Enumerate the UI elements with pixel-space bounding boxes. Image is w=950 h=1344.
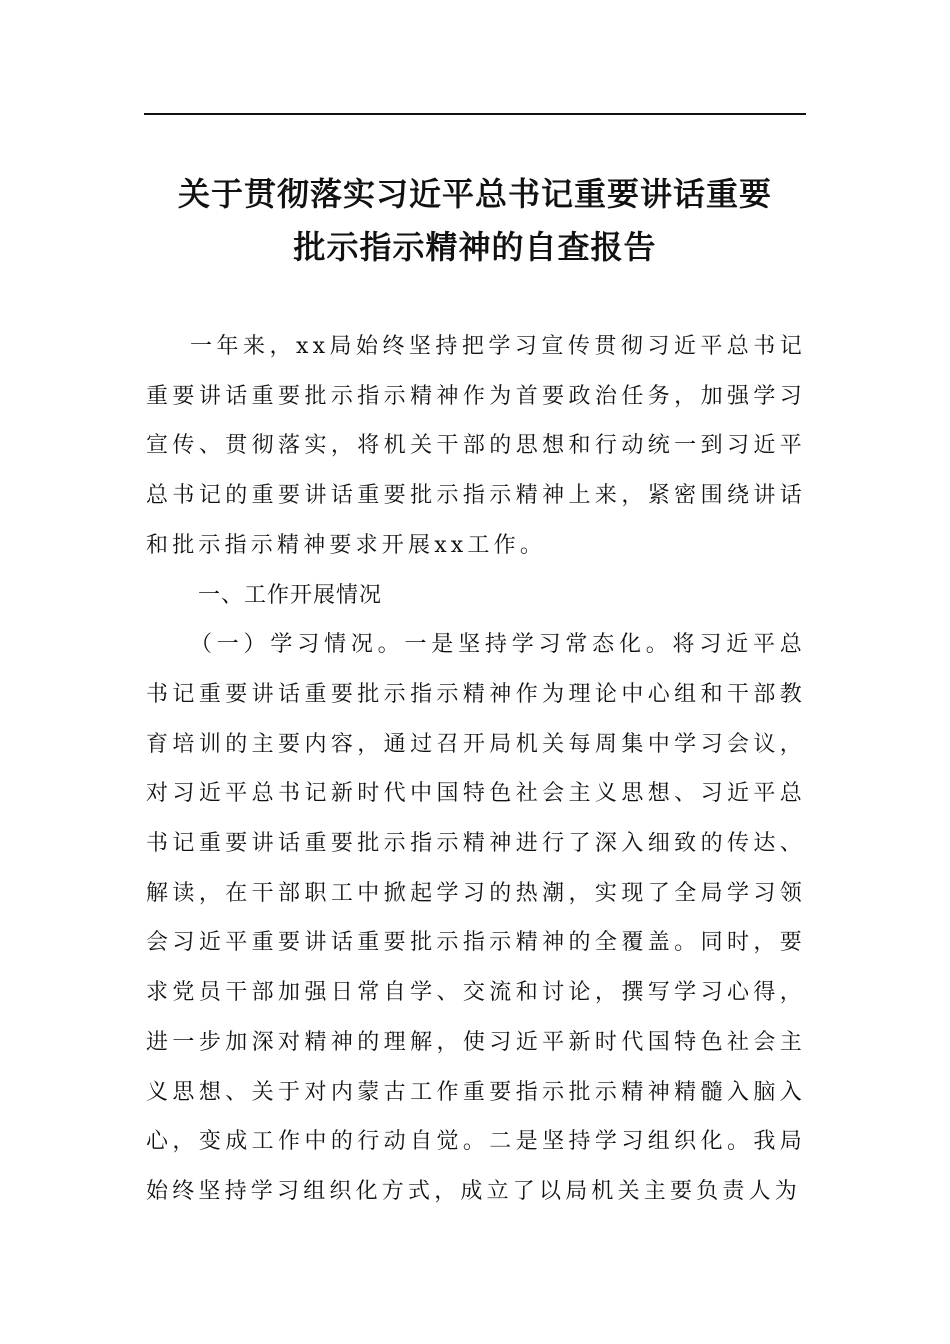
document-title <box>144 168 806 274</box>
document-body <box>146 322 806 1217</box>
section-heading: 一、工作开展情况 <box>198 582 383 608</box>
title-line-1: 关于贯彻落实习近平总书记重要讲话重要 <box>177 175 772 213</box>
header-rule <box>144 113 806 115</box>
title-line-2: 批示指示精神的自查报告 <box>293 228 657 266</box>
section-paragraph: （一）学习情况。一是坚持学习常态化。将习近平总书记重要讲话重要批示指示精神作为理论中心组和干部教育培训的主要内容，通过召开局机关每周集中学习会议，对习近平总书记新时代中国特色社会主义思想、习近平总书记重要讲话重要批示指示精神进行了深入细致的传达、解读，在干部职工中掀起学习的热潮，实现了全局学习领会习近平重要讲话重要批示指示精神的全覆盖。同时，要求党员干部加强日常自学、交流和讨论，撰写学习心得，进一步加深对精神的理解，使习近平新时代国特色社会主义思想、关于对内蒙古工作重要指示批示精神精髓入脑入心，变成工作中的行动自觉。二是坚持学习组织化。我局始终坚持学习组织化方式，成立了以局机关主要负责人为 <box>146 632 806 1204</box>
intro-paragraph: 一年来，xx局始终坚持把学习宣传贯彻习近平总书记重要讲话重要批示指示精神作为首要政治任务，加强学习宣传、贯彻落实，将机关干部的思想和行动统一到习近平总书记的重要讲话重要批示指示精神上来，紧密围绕讲话和批示指示精神要求开展xx工作。 <box>146 334 806 558</box>
